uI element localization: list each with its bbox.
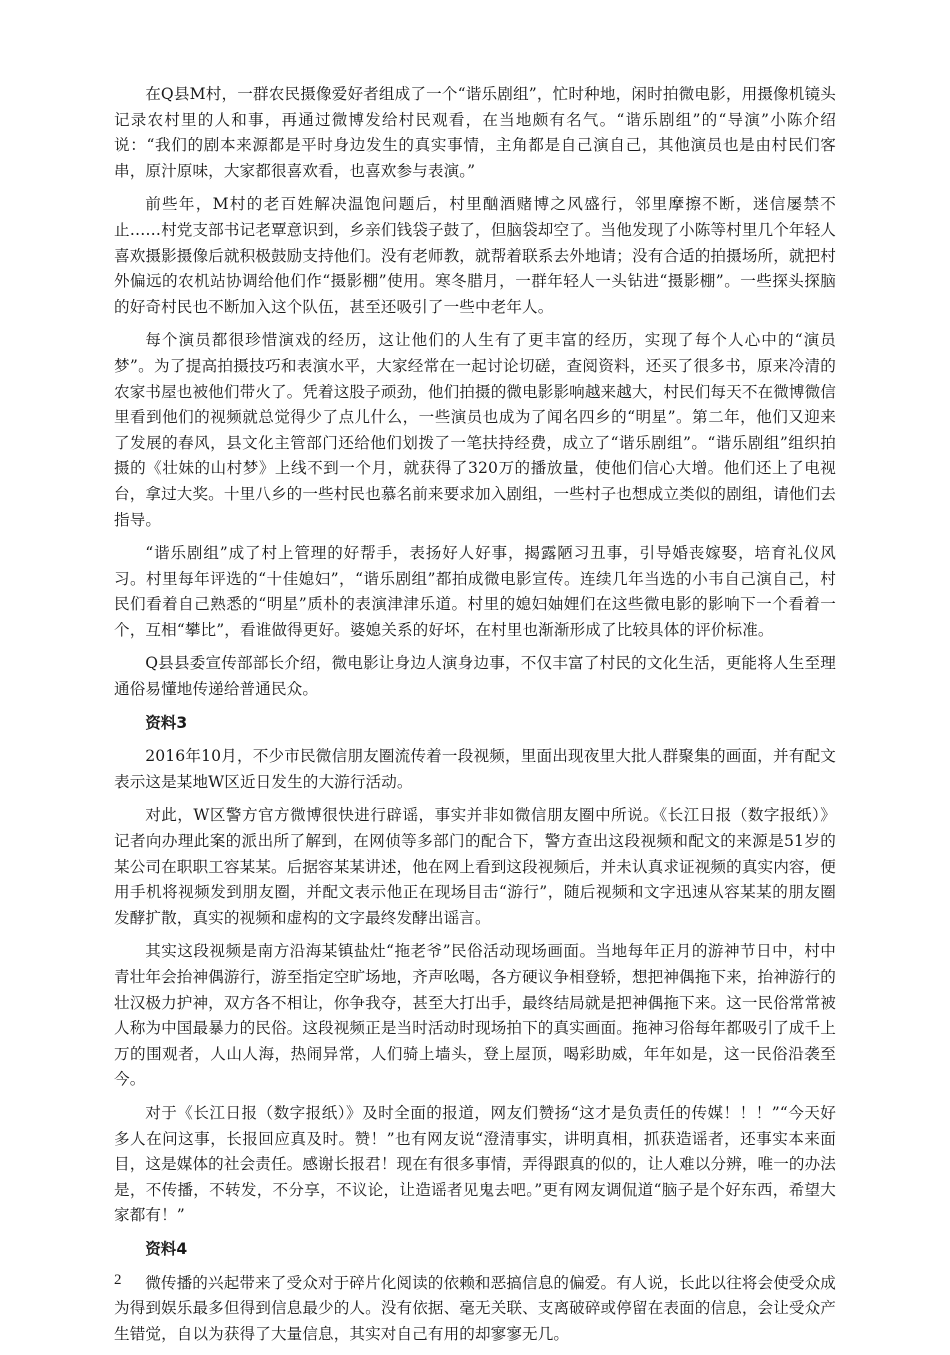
paragraph: 对此，W区警方官方微博很快进行辟谣，事实并非如微信朋友圈中所说。《长江日报（数字报纸）》记者向办理此案的派出所了解到，在网侦等多部门的配合下，警方查出这段视频和配文的来源是51岁的某公司在职职工容某某。后据容某某讲述，他在网上看到这段视频后，并未认真求证视频的真实内容，便用手机将视频发到朋友圈，并配文表示他正在现场目击“游行”，随后视频和文字迅速从容某某的朋友圈发酵扩散，真实的视频和虚构的文字最终发酵出谣言。 [114, 806, 836, 927]
document-body [114, 82, 836, 1355]
paragraph: 微传播的兴起带来了受众对于碎片化阅读的依赖和恶搞信息的偏爱。有人说，长此以往将会使受众成为得到娱乐最多但得到信息最少的人。没有依据、毫无关联、支离破碎或停留在表面的信息，会让受众产生错觉，自以为获得了大量信息，其实对自己有用的却寥寥无几。 [114, 1273, 836, 1343]
paragraph: 2016年10月，不少市民微信朋友圈流传着一段视频，里面出现夜里大批人群聚集的画面，并有配文表示这是某地W区近日发生的大游行活动。 [114, 747, 836, 791]
section-heading-4: 资料4 [145, 1239, 188, 1258]
paragraph: 对于《长江日报（数字报纸）》及时全面的报道，网友们赞扬“这才是负责任的传媒！！！”“今天好多人在问这事，长报回应真及时。赞！”也有网友说“澄清事实，讲明真相，抓获造谣者，还事实本来面目，这是媒体的社会责任。感谢长报君！现在有很多事情，弄得跟真的似的，让人难以分辨，唯一的办法是，不传播，不转发，不分享，不议论，让造谣者见鬼去吧。”更有网友调侃道“脑子是个好东西，希望大家都有！” [114, 1103, 836, 1225]
paragraph: 每个演员都很珍惜演戏的经历，这让他们的人生有了更丰富的经历，实现了每个人心中的“演员梦”。为了提高拍摄技巧和表演水平，大家经常在一起讨论切磋，查阅资料，还买了很多书，原来冷清的农家书屋也被他们带火了。凭着这股子顽劲，他们拍摄的微电影影响越来越大，村民们每天不在微博微信里看到他们的视频就总觉得少了点儿什么，一些演员也成为了闻名四乡的“明星”。第二年，他们又迎来了发展的春风，县文化主管部门还给他们划拨了一笔扶持经费，成立了“谐乐剧组”。“谐乐剧组”组织拍摄的《壮妹的山村梦》上线不到一个月，就获得了320万的播放量，使他们信心大增。他们还上了电视台，拿过大奖。十里八乡的一些村民也慕名前来要求加入剧组，一些村子也想成立类似的剧组，请他们去指导。 [114, 331, 836, 529]
paragraph: 在Q县M村，一群农民摄像爱好者组成了一个“谐乐剧组”，忙时种地，闲时拍微电影，用摄像机镜头记录农村里的人和事，再通过微博发给村民观看，在当地颇有名气。“谐乐剧组”的“导演”小陈介绍说：“我们的剧本来源都是平时身边发生的真实事情，主角都是自己演自己，其他演员也是由村民们客串，原汁原味，大家都很喜欢看，也喜欢参与表演。” [114, 85, 836, 180]
paragraph: 其实这段视频是南方沿海某镇盐灶“拖老爷”民俗活动现场画面。当地每年正月的游神节日中，村中青壮年会抬神偶游行，游至指定空旷场地，齐声吆喝，各方硬议争相登轿，想把神偶拖下来，抬神游行的壮汉极力护神，双方各不相让，你争我夺，甚至大打出手，最终结局就是把神偶拖下来。这一民俗常常被人称为中国最暴力的民俗。这段视频正是当时活动时现场拍下的真实画面。拖神习俗每年都吸引了成千上万的围观者，人山人海，热闹异常，人们骑上墙头，登上屋顶，喝彩助威，年年如是，这一民俗沿袭至今。 [114, 942, 836, 1089]
paragraph: “谐乐剧组”成了村上管理的好帮手，表扬好人好事，揭露陋习丑事，引导婚丧嫁娶，培育礼仪风习。村里每年评选的“十佳媳妇”，“谐乐剧组”都拍成微电影宣传。连续几年当选的小韦自己演自己，村民们看着自己熟悉的“明星”质朴的表演津津乐道。村里的媳妇妯娌们在这些微电影的影响下一个看着一个，互相“攀比”，看谁做得更好。婆媳关系的好坏，在村里也渐渐形成了比较具体的评价标准。 [114, 544, 836, 639]
paragraph: Q县县委宣传部部长介绍，微电影让身边人演身边事，不仅丰富了村民的文化生活，更能将人生至理通俗易懂地传递给普通民众。 [114, 654, 836, 699]
section-heading-3: 资料3 [145, 713, 188, 732]
paragraph: 前些年，M村的老百姓解决温饱问题后，村里酗酒赌博之风盛行，邻里摩擦不断，迷信屡禁不止……村党支部书记老覃意识到，乡亲们钱袋子鼓了，但脑袋却空了。当他发现了小陈等村里几个年轻人喜欢摄影摄像后就积极鼓励支持他们。没有老师教，就帮着联系去外地请；没有合适的拍摄场所，就把村外偏远的农机站协调给他们作“摄影棚”使用。寒冬腊月，一群年轻人一头钻进“摄影棚”。一些探头探脑的好奇村民也不断加入这个队伍，甚至还吸引了一些中老年人。 [114, 195, 836, 316]
page-number: 2 [114, 1272, 122, 1288]
